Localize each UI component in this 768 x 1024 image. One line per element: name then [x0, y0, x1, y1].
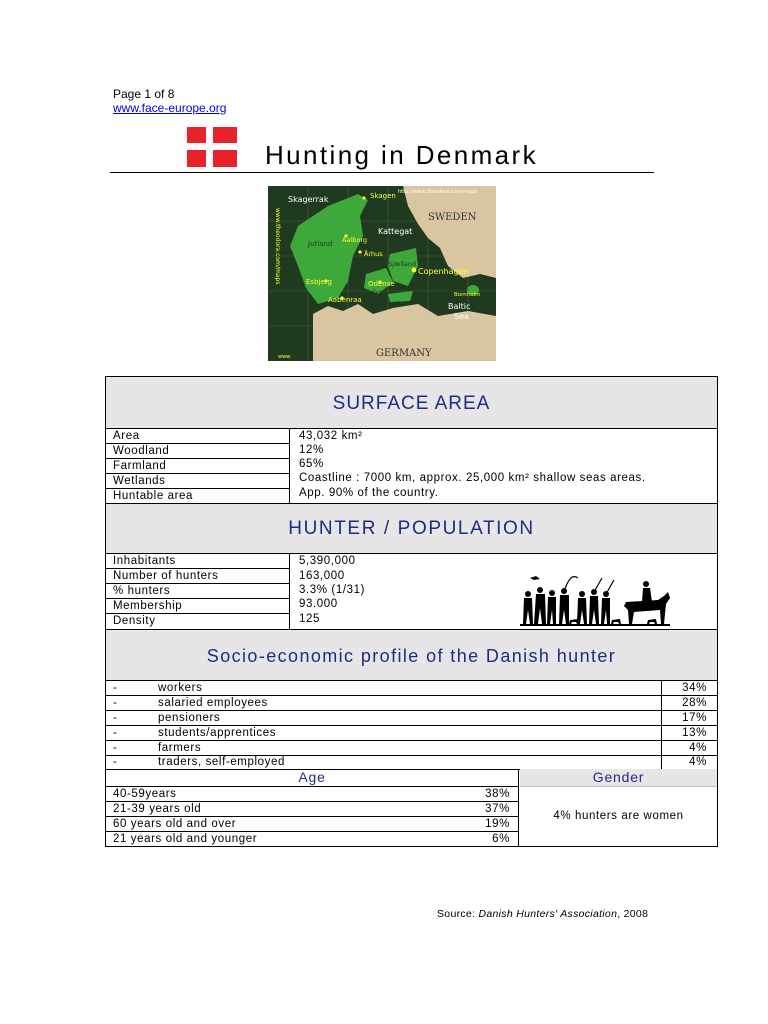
- population-value: 125: [299, 613, 320, 625]
- page-number: Page 1 of 8: [113, 87, 175, 101]
- socio-row: - pensioners 17%: [106, 711, 717, 726]
- surface-label: Farmland: [106, 459, 290, 474]
- section-heading-population: HUNTER / POPULATION: [106, 503, 717, 554]
- socio-row: - students/apprentices 13%: [106, 726, 717, 741]
- socio-row: - workers 34%: [106, 681, 717, 696]
- svg-text:www.: www.: [278, 354, 292, 360]
- gender-note: 4% hunters are women: [553, 810, 684, 822]
- age-row: 40-59years 38%: [106, 787, 519, 802]
- title-divider: [110, 172, 654, 173]
- svg-text:Copenhagen: Copenhagen: [418, 267, 469, 276]
- surface-value: 12%: [299, 444, 324, 456]
- svg-text:www.theodora.com/maps: www.theodora.com/maps: [274, 208, 281, 285]
- svg-text:Odense: Odense: [368, 280, 395, 288]
- surface-value: 65%: [299, 458, 324, 470]
- age-row: 21-39 years old 37%: [106, 802, 519, 817]
- site-link[interactable]: www.face-europe.org: [113, 101, 227, 115]
- surface-label: Area: [106, 429, 290, 444]
- svg-text:Esbjerg: Esbjerg: [306, 278, 332, 286]
- socio-row: - farmers 4%: [106, 741, 717, 756]
- population-value: 163,000: [299, 570, 345, 582]
- danish-flag-icon: [187, 127, 237, 167]
- section-heading-socio-economic: Socio-economic profile of the Danish hunter: [106, 629, 717, 681]
- section-heading-surface: SURFACE AREA: [106, 377, 717, 429]
- population-label: % hunters: [106, 584, 290, 599]
- socio-row: - traders, self-employed 4%: [106, 755, 717, 770]
- svg-text:Aabenraa: Aabenraa: [328, 296, 362, 304]
- gender-heading: Gender: [520, 769, 717, 787]
- source-citation: Source: Danish Hunters' Association, 2008: [437, 908, 649, 920]
- svg-text:Bornholm: Bornholm: [454, 292, 481, 298]
- page-title: Hunting in Denmark: [265, 140, 538, 170]
- surface-label: Woodland: [106, 444, 290, 459]
- svg-text:Kattegat: Kattegat: [378, 227, 413, 236]
- svg-text:Skagen: Skagen: [370, 192, 396, 200]
- surface-value: App. 90% of the country.: [299, 487, 439, 499]
- age-row: 21 years old and younger 6%: [106, 832, 519, 847]
- svg-text:GERMANY: GERMANY: [376, 348, 432, 359]
- svg-text:http://www.theodora.com/maps: http://www.theodora.com/maps: [398, 189, 477, 195]
- svg-text:Aalborg: Aalborg: [342, 236, 368, 244]
- population-label: Inhabitants: [106, 554, 290, 569]
- population-value: 3.3% (1/31): [299, 584, 366, 596]
- svg-text:Fyn: Fyn: [372, 288, 384, 296]
- surface-value: Coastline : 7000 km, approx. 25,000 km² shallow seas areas.: [299, 472, 646, 484]
- svg-text:Baltic: Baltic: [448, 302, 471, 311]
- svg-text:SWEDEN: SWEDEN: [428, 212, 477, 223]
- svg-text:Jutland: Jutland: [308, 240, 333, 248]
- age-heading: Age: [106, 769, 519, 787]
- denmark-map: [268, 186, 496, 361]
- map-label-skagerrak: Skagerrak: [288, 195, 329, 204]
- population-value: 5,390,000: [299, 555, 356, 567]
- svg-text:Århus: Århus: [364, 250, 383, 258]
- population-label: Number of hunters: [106, 569, 290, 584]
- age-row: 60 years old and over 19%: [106, 817, 519, 832]
- socio-row: - salaried employees 28%: [106, 696, 717, 711]
- population-label: Density: [106, 614, 290, 629]
- surface-value: 43,032 km²: [299, 430, 363, 442]
- svg-text:Sjælland: Sjælland: [388, 260, 417, 268]
- population-value: 93.000: [299, 598, 338, 610]
- population-label: Membership: [106, 599, 290, 614]
- hunters-silhouette-icon: [518, 570, 678, 630]
- surface-label: Huntable area: [106, 489, 290, 504]
- surface-label: Wetlands: [106, 474, 290, 489]
- svg-text:Sea: Sea: [454, 312, 469, 321]
